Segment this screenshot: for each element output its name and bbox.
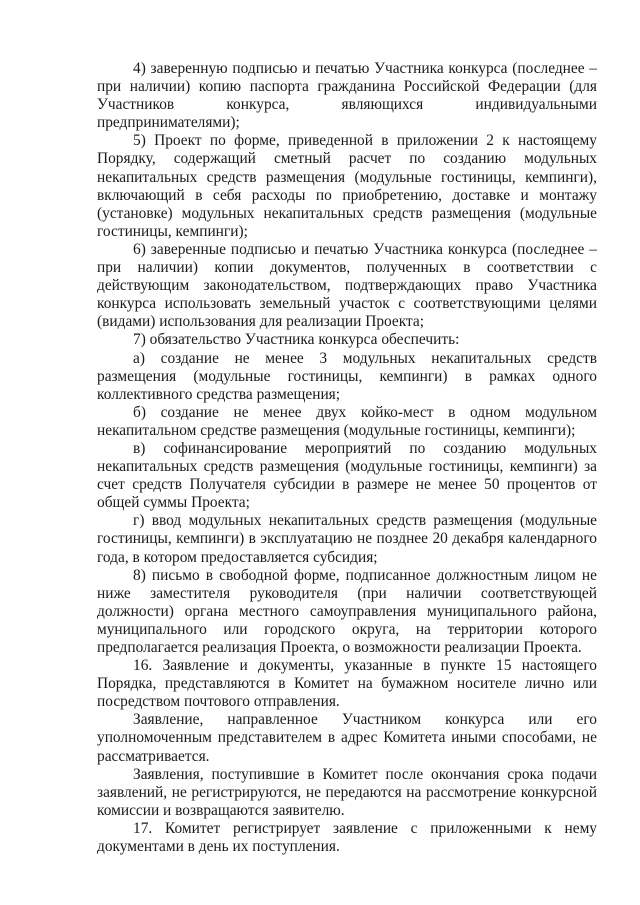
paragraph-item-8-letter: 8) письмо в свободной форме, подписанное должностным лицом не ниже заместителя руководителя (при наличии соответствующей должности) органа местного самоуправления муниципального района, муниципального или городского округа, на территории которого предполагается реализация Проекта, о возможности реализации Проекта. bbox=[97, 566, 597, 656]
paragraph-clause-16-late-applications: Заявления, поступившие в Комитет после окончания срока подачи заявлений, не регистрируются, не передаются на рассмотрение конкурсной комиссии и возвращаются заявителю. bbox=[97, 765, 597, 819]
paragraph-clause-17: 17. Комитет регистрирует заявление с приложенными к нему документами в день их поступления. bbox=[97, 819, 597, 856]
paragraph-clause-16-other-methods: Заявление, направленное Участником конкурса или его уполномоченным представителем в адрес Комитета иными способами, не рассматривается. bbox=[97, 711, 597, 765]
paragraph-item-4-passport-copy: 4) заверенную подписью и печатью Участника конкурса (последнее – при наличии) копию паспорта гражданина Российской Федерации (для Участников конкурса, являющихся индивидуальными предпринимателями); bbox=[97, 60, 597, 132]
paragraph-subitem-g: г) ввод модульных некапитальных средств размещения (модульные гостиницы, кемпинги) в эксплуатацию не позднее 20 декабря календарного года, в котором предоставляется субсидия; bbox=[97, 512, 597, 566]
paragraph-subitem-a: а) создание не менее 3 модульных некапитальных средств размещения (модульные гостиницы, кемпинги) в рамках одного коллективного средства размещения; bbox=[97, 349, 597, 403]
document-page bbox=[97, 60, 597, 856]
paragraph-item-6-land-documents: 6) заверенные подписью и печатью Участника конкурса (последнее – при наличии) копии документов, полученных в соответствии с действующим законодательством, подтверждающих право Участника конкурса использовать земельный участок с соответствующими целями (видами) использования для реализации Проекта; bbox=[97, 240, 597, 331]
paragraph-item-7-obligation: 7) обязательство Участника конкурса обеспечить: bbox=[133, 331, 460, 349]
paragraph-subitem-b: б) создание не менее двух койко-мест в одном модульном некапитальном средстве размещения (модульные гостиницы, кемпинги); bbox=[97, 403, 597, 439]
paragraph-item-5-project: 5) Проект по форме, приведенной в приложении 2 к настоящему Порядку, содержащий сметный расчет по созданию модульных некапитальных средств размещения (модульные гостиницы, кемпинги), включающий в себя расходы по приобретению, доставке и монтажу (установке) модульных некапитальных средств размещения (модульные гостиницы, кемпинги); bbox=[97, 132, 597, 240]
paragraph-clause-16: 16. Заявление и документы, указанные в пункте 15 настоящего Порядка, представляются в Комитет на бумажном носителе лично или посредством почтового отправления. bbox=[97, 657, 597, 711]
paragraph-subitem-v: в) софинансирование мероприятий по созданию модульных некапитальных средств размещения (модульные гостиницы, кемпинги) за счет средств Получателя субсидии в размере не менее 50 процентов от общей суммы Проекта; bbox=[97, 439, 597, 512]
